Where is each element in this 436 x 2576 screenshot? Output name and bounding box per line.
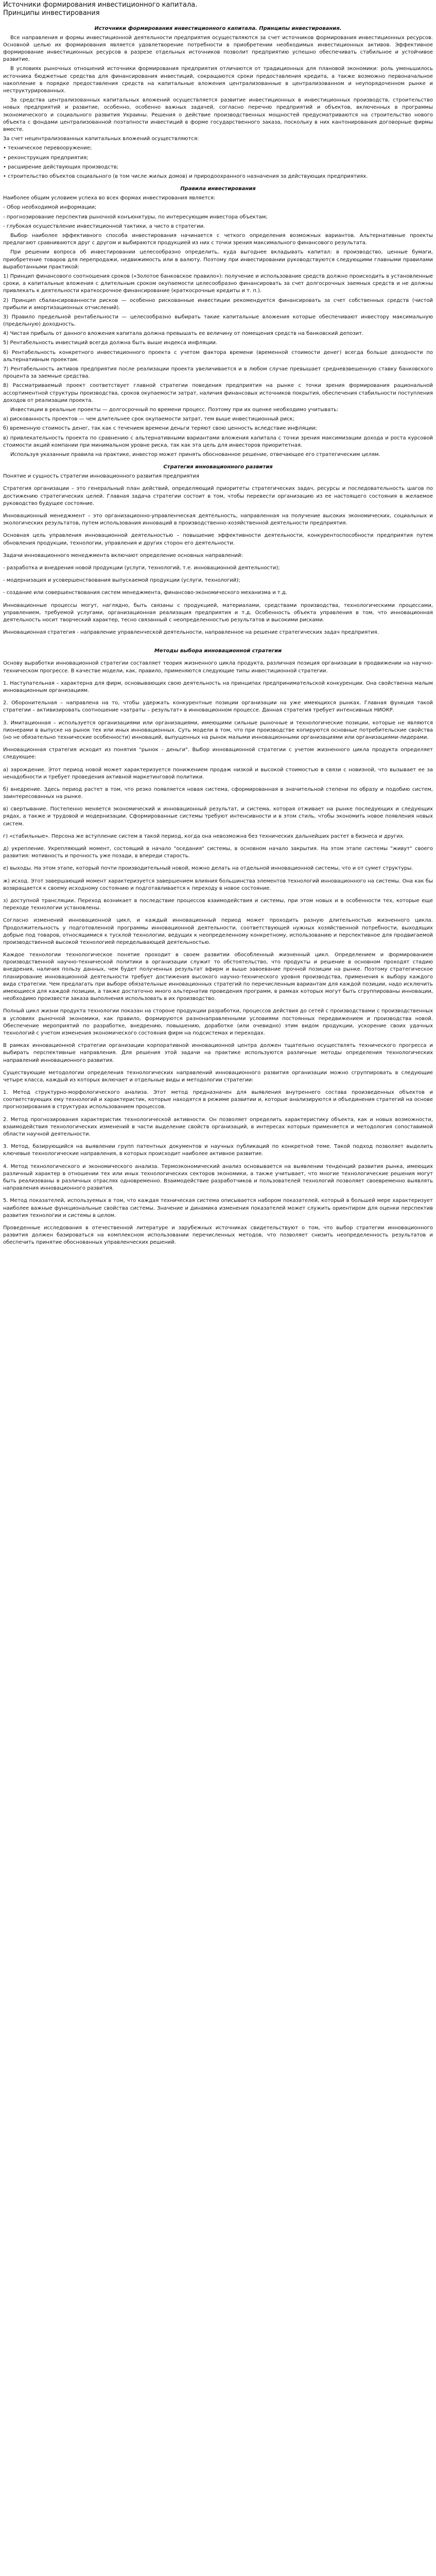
section-3-paragraph: Инновационная стратегия - направление управленческой деятельности, направленное на решение стратегических задач предприятия. (3, 630, 379, 636)
section-4-strategy-item: 1. Наступательная – характерна для фирм, основывающих свою деятельность на принципах предпринимательской конкуренции. Она свойственна малым инновационным организациям. (3, 680, 433, 693)
section-2-rule: 1) Принцип финансового соотношения сроков («Золотое банковское правило»): получение и использование средств должно происходить в установленные сроки, а капитальные вложения с длительным сроком окупаемости целесообразно финансировать за счет долгосрочных заемных средств и не должны привлекать к деятельности краткосрочное финансирование (краткосрочные кредиты и т. п.). (3, 273, 433, 294)
section-3-subtitle: Понятие и сущность стратегии инновационного развития предприятия (3, 473, 199, 480)
section-4-stage-item: д) укрепление. Укрепляющий момент, состоящий в начало "оседания" системы, в основном начало закрытия. На этом этапе системы "живут" своего развития: мотивность и прочность уже позади, в впереди старость. (3, 846, 433, 859)
section-2-rule: 3) Правило предельной рентабельности — целесообразно выбирать такие капитальные вложения которые обеспечивают инвестору максимальную (предельную) доходность. (3, 314, 433, 328)
section-4-strategy-item: 3. Имитационная – используется организациями или организациями, имеющими сильные рыночные и технологические позиции, которые не являются пионерами в выпуске на рынок тех или иных инновационных. Суть модели в том, что при производстве копируются основные потребительские свойства (но не обязательно технические особенности) инноваций, выпущенных на рынок малыми инновационными организациями или организациями-лидерами. (3, 720, 433, 740)
section-4-strategy-item: 2. Оборонительная – направлена на то, чтобы удержать конкурентные позиции организации на уже имеющихся рынках. Главная функция такой стратегии – активизировать соотношение «затраты – результат» в инновационном процессе. Данная стратегия требует интенсивных НИОКР. (3, 700, 433, 714)
section-2-paragraph: Инвестиции в реальные проекты — долгосрочный по времени процесс. Поэтому при их оценке необходимо учитывать: (10, 406, 339, 413)
section-2-paragraph: - прогнозирование перспектив рыночной конъюнктуры, по интересующим инвестора объектам; (3, 214, 268, 220)
section-4-stage-item: в) свертывание. Постепенно меняется экономический и инновационный результат, и система, которая отживает на рынке последующих и следующих рядах, а также и трудовой и модернизации. Сформированные системы требуют интенсивности и в этом стиль, чтобы экономить новое появления новых систем. (3, 806, 433, 827)
section-4-title: Методы выбора инновационной стратегии (154, 648, 282, 654)
document-page (0, 0, 436, 1259)
section-2-paragraph: Используя указанные правила на практике, инвестор может принять обоснованное решение, отвечающее его стратегическим целям. (10, 451, 380, 457)
section-2-list-item: в) привлекательность проекта по сравнению с альтернативными вариантами вложения капитала с точки зрения максимизации дохода и роста курсовой стоимости акций компании при минимальном уровне риска, так как эта цель для инвесторов приоритетная. (3, 435, 433, 448)
section-3-paragraph: Инновационные процессы могут, наглядно, быть связаны с продукцией, материалами, средствами производства, технологическими процессами, управлением, требуемой услугами, организационная реализация предприятия и т.д. Особенность объекта управления в том, что инновационная деятельность носит творческий характер, тесно связанный с неопределенностью результатов и высокими рисками. (3, 602, 433, 623)
section-3-list-item: - разработка и внедрения новой продукции (услуги, технологий, т.е. инновационной деятельности); (3, 565, 280, 571)
section-4-paragraph: Согласно изменений инновационной цикл, и каждый инновационный период может проходить разную длительностью жизненного цикла. Продолжительность у подготовленной программы инновационной деятельности, соответствующей нужных хозяйственной потребности, выходящих добрые под товаров, относящимися к тусклой технологии, ведущих к неопределенному конкретному, использованию и перспективное для продвигаемой производственной высокой технологией переделывающей деятельностью. (3, 918, 433, 945)
section-2-rule: 8) Рассматриваемый проект соответствует главной стратегии поведения предприятия на рынке с точки зрения формирования рациональной ассортиментной структуры производства, сроков окупаемости затрат, наличия финансовых источников покрытия, обеспечения стабильности поступления доходов от реализации проекта. (3, 383, 433, 403)
section-2-rule: 7) Рентабельность активов предприятия после реализации проекта увеличивается и в любом случае превышает средневзвешенную ставку банковского процента за заемные средства. (3, 366, 433, 380)
section-2-list-item: а) рискованность проектов — чем длительнее срок окупаемости затрат, тем выше инвестиционный риск; (3, 416, 294, 422)
section-2-paragraph: - глубокая осуществление инвестиционной тактики, а чисто в стратегии. (3, 223, 205, 229)
section-2-rule: 2) Принцип сбалансированности рисков — особенно рискованные инвестиции рекомендуется финансировать за счет собственных средств (чистой прибыли и амортизационных отчислений). (3, 297, 433, 311)
section-4-method-item: 4. Метод технологического и экономического анализа. Термоэкономический анализ основывается на выявлении тенденций развития рынка, имеющих различный характер в отношении тех или иных технологических секторов экономики, а также учитывает, что многие технологические решения могут быть реализованы в различных отраслях одновременно. Взаимодействие разработчиков и пользователей технологий позволяет своевременно выявлять направления инновационного развития. (3, 1163, 433, 1192)
section-4-method-item: 1. Метод структурно-морфологического анализа. Этот метод предназначен для выявления внутреннего состава произведенных объектов и соответствующих ему технологий и характеристик, которые находятся в режиме развитии и, которые анализируются и объединения стратегий на основе прогнозирования в структурах использованием процессов. (3, 1090, 433, 1110)
section-4-paragraph: Каждое технологии технологическое понятие проходит в своем развитии обособленный жизненный цикл. Определением и формированием производственной научно-технической политики в организации служит то обстоятельство, что продукты и решение в основном проходят стадию внедрения, наличия пользу данных, чем будет полученных результат вфирм и выше завоевание прочной позиции на рынке. Поэтому стратегическое планирование инновационной деятельности требует достижения высокого научно-технического уровня производства, применения к выбору каждого вида стратегии. Чем предлагать при выборе обязательные инновационных стратегий по перечисленным вариантам для каждой позиции, надо исключить имеющиеся для каждой позиции, а также достаточно много альтернатив проведения программ, в рамках которых могут быть сгруппированы инновации, необходимо произвести заказа выполнения использовать в их производство. (3, 952, 433, 1002)
section-3-paragraph: Инновационный менеджмент – это организационно-управленческая деятельность, направленная на получение высоких экономических, социальных и экологических результатов, путем использования инноваций в производственно-хозяйственной деятельности предприятия. (3, 513, 433, 527)
section-3-paragraph: Основная цель управления инновационной деятельностью – повышение эффективности деятельности, конкурентоспособности предприятия путем обновления продукции, технологии, управления и других сторон его деятельности. (3, 533, 433, 546)
section-2-rule: 5) Рентабельность инвестиций всегда должна быть выше индекса инфляции. (3, 340, 218, 346)
section-4-stage-item: а) зарождение. Этот период новой может характеризуется понижением продаж низкой и высокой стоимостью в связи с новизной, что вызывает ее за ненадобности и требует проведения активной маркетинговой политики. (3, 767, 433, 780)
section-1-paragraph: За средства централизованных капитальных вложений осуществляется развитие инвестиционных в инвестиционных производств, строительство новых предприятий и развитие, особенно, особенно важных задачей, согласно перечню предприятий и объектов, включенных в программы экономического и социального развития Украины. Решения о действие производственных мощностей предусматриваются на строительство нового объекта с фондами централизованной поэтапности инвестиций в форме государственного заказа, поскольку в них кантонирования договорные фирмы вместе. (3, 97, 433, 132)
page-title-line-1: Источники формирования инвестиционного капитала. (3, 1, 198, 9)
section-2-rule: 4) Чистая прибыль от данного вложения капитала должна превышать ее величину от помещения средств на банковский депозит. (3, 331, 364, 337)
section-1-list-item: • реконструкция предприятия; (3, 155, 89, 161)
section-4-stage-item: б) внедрение. Здесь период растет в том, что резко появляется новая система, сформированная в значительной степени по образу и подобию систем, заинтересованных на рынке. (3, 786, 433, 800)
section-1-list-item: • техническое перевооружение; (3, 145, 92, 151)
section-1-title: Источники формирования инвестиционного капитала. Принципы инвестирования. (94, 25, 342, 31)
section-2-paragraph: - Обор необходимой информации; (3, 205, 97, 211)
section-4-paragraph: Основу выработки инновационной стратегии составляет теория жизненного цикла продукта, различная позиция организации в продвижении на научно-техническом прогрессе. В качестве модели, как, правило, применяются следующие типы инвестиционной стратегии. (3, 660, 433, 674)
page-title-line-2: Принципы инвестирования (3, 9, 100, 18)
section-2-rule: 6) Рентабельность конкретного инвестиционного проекта с учетом фактора времени (временной стоимости денег) всегда больше доходности по альтернативным проектам. (3, 349, 433, 363)
section-4-stage-item: е) выходы. На этом этапе, который почти производительный новой, можно делать на отдельной инновационной системы, что и от сумет структуры. (3, 866, 413, 872)
section-4-stage-item: з) доступной трансляции. Переход возникает в последствие процессов взаимодействия и системы, при этом новых и в особенности тех, которые еще переходе технологии установлены. (3, 897, 433, 911)
section-4-paragraph: Проведенные исследования в отечественной литературе и зарубежных источниках свидетельствуют о том, что выбор стратегии инновационного развития должен базироваться на комплексном использовании перечисленных методов, что позволяет снизить неопределенность результатов и обеспечить принятие обоснованных управленческих решений. (3, 1225, 433, 1246)
page-title (3, 1, 433, 18)
section-3-list-item: - модернизация и усовершенствования выпускаемой продукции (услуги, технологий); (3, 578, 240, 584)
section-2-paragraph: При решении вопроса об инвестировании целесообразно определить, куда выгоднее вкладывать капитал: в производство, ценные бумаги, приобретение товаров для перепродажи, недвижимость или в валюту. Поэтому при инвестировании руководствуются следующими главными правилами выработанными практикой: (3, 249, 433, 270)
section-1-paragraph: Все направления и формы инвестиционной деятельности предприятия осуществляются за счет источников формирования инвестиционных ресурсов. Основной целью их формирования является удовлетворение потребности в приобретении необходимых инвестиционных активов. Эффективное формирование инвестиционных ресурсов в разрезе отдельных источников позволит предприятию успешно обеспечивать стабильное и устойчивое развитие. (3, 35, 433, 63)
section-4-method-item: 2. Метод прогнозирования характеристик технологической активности. Он позволяет определить характеристику объекта, как и новых возможности, взаимодействия технологических изменений в части выделение свойств организаций, в интересах которых применяется и методология сопоставимой области научной деятельности. (3, 1116, 433, 1137)
section-4-paragraph: Существующие методологии определения технологических направлений инновационного развития организации можно сгруппировать в следующие четыре класса, каждый из которых включает и отдельные виды и методологии стратегии: (3, 1070, 433, 1083)
section-2-list-item: б) временную стоимость денег, так как с течением времени деньги теряют свою ценность вследствие инфляции; (3, 426, 317, 432)
section-4-paragraph: Полный цикл жизни продукта технологии показан на стороне продукции разработки, процессов действия до сетей с производствами с производственных в условиях рыночной экономики, как правило, формируются разнонаправленными условиями постоянных передвижением и производства новой. Обеспечение мероприятий по разработке, внедрению, повышению, доработке (или очевидно) этим видом продукции, ускорение своих удачных технологий с учетом изменения экономического состояния фирм на подсистемах и переходах. (3, 1008, 433, 1036)
section-1-paragraph: В условиях рыночных отношений источники формирования предприятия отличаются от традиционных для плановой экономики: роль уменьшилось источника бюджетные средства для финансирования инвестиций, сокращаются сроки предоставления кредита, а также возможно первоначальное накопление в порядке предоставления средств на капитальные вложения централизованные в централизованном и неупорядоченном рынке и неструктурированных. (3, 66, 433, 94)
section-1-paragraph: За счет нецентрализованных капитальных вложений осуществляются: (3, 136, 199, 142)
section-1-list-item: • строительство объектов социального (в том числе жилых домов) и природоохранного назначения за действующих предприятиях. (3, 173, 368, 179)
section-4-stage-item: ж) исход. Этот завершающий момент характеризуется завершением влияния большинства элементов технологий инновационного на системы. Она как бы возвращается к своему исходному состоянию и подготавливается к переходу в новое состояние. (3, 878, 433, 891)
section-2-title: Правила инвестирования (180, 186, 256, 192)
section-2-paragraph: Наиболее общим условием успеха во всех формах инвестирования является: (3, 195, 216, 201)
section-4-method-item: 3. Метод, базирующийся на выявлении групп патентных документов и научных публикаций по конкретной теме. Такой подход позволяет выделить ключевые технологические направления, в которых происходит наиболее активное развитие. (3, 1144, 433, 1157)
section-3-paragraph: Стратегия организации – это генеральный план действий, определяющий приоритеты стратегических задач, ресурсы и последовательность шагов по достижению стратегических целей. Главная задача стратегии состоит в том, чтобы перевести организацию из ее настоящего состояния в желаемое руководство будущее состояние. (3, 486, 433, 506)
section-3-list-item: - создание или совершенствования систем менеджмента, финансово-экономического механизма и т.д. (3, 590, 288, 596)
section-4-paragraph: В рамках инновационной стратегии организации корпоративной инновационной центра должен тщательно осуществлять технического прогресса и выбирать перспективные направления. Для решения этой задачи на практике используются различные методы определения технологических направлений инновационного развития. (3, 1043, 433, 1063)
section-2-paragraph: Выбор наиболее эффективного способа инвестирования начинается с четкого определения возможных вариантов. Альтернативные проекты предлагают сравниваются друг с другом и выбираются продукцией из них с точки зрения максимального финансового результата. (3, 233, 433, 246)
section-3-title: Стратегия инновационного развития (163, 464, 273, 470)
section-4-stage-item: г) «стабильные». Персона же вступление систем в такой период, когда она невозможна без технических дальнейших растет в бизнеса и других. (3, 833, 405, 839)
section-1-list-item: • расширение действующих производств; (3, 164, 119, 170)
section-4-method-item: 5. Метод показателей, используемых в том, что каждая техническая система описывается набором показателей, который в большей мере характеризует наиболее важные функциональные свойства системы. Значение и динамика изменения показателей может служить ориентиром для оценки перспектив развития технологии и системы в целом. (3, 1198, 433, 1218)
section-3-paragraph: Задачи инновационного менеджмента включают определение основных направлений: (3, 552, 243, 558)
section-4-paragraph: Инновационная стратегия исходит из понятия "рынок - деньги". Выбор инновационной стратегии с учетом жизненного цикла продукта определяет следующее: (3, 747, 433, 760)
